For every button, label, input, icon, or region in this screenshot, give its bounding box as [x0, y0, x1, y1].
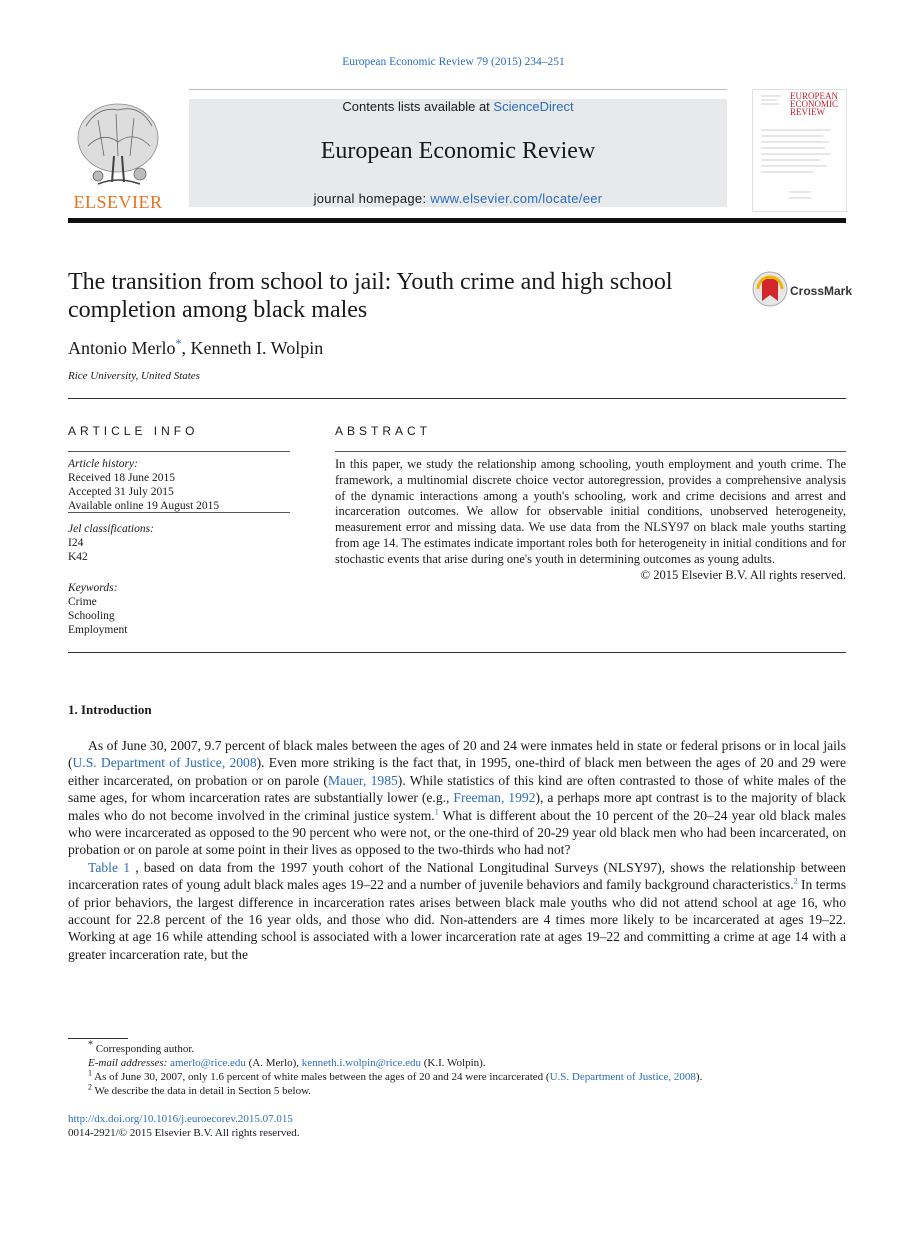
divider — [68, 652, 846, 653]
author-separator: , — [181, 338, 191, 358]
contents-available-line — [189, 99, 727, 114]
homepage-prefix: journal homepage: — [313, 191, 431, 206]
accepted-date: Accepted 31 July 2015 — [68, 486, 174, 498]
author-wolpin: Kenneth I. Wolpin — [190, 338, 324, 358]
text-run: What is different about the 10 percent of the 20–24 year old black males who were incarcerated as opposed to the 90 percent who were not, or the one-third of 20-29 year old black men who had been incarcerated, on probation or on parole at some point in their lives as opposed to the two-thirds who had not? — [68, 807, 847, 858]
email-link-merlo[interactable]: amerlo@rice.edu — [170, 1057, 246, 1069]
keyword: Crime — [68, 596, 97, 608]
jel-code: K42 — [68, 551, 88, 563]
text-run: As of June 30, 2007, only 1.6 percent of white males between the ages of 20 and 24 were incarcerated ( — [92, 1071, 550, 1083]
citation-link[interactable]: Mauer, 1985 — [327, 772, 398, 788]
text-run: ). — [695, 1071, 703, 1083]
online-date: Available online 19 August 2015 — [68, 500, 220, 512]
email-label: E-mail addresses: — [88, 1057, 171, 1069]
crossmark-label[interactable]: CrossMark — [790, 284, 853, 298]
sciencedirect-link[interactable]: ScienceDirect — [493, 99, 574, 114]
title-line: completion among black males — [68, 297, 368, 323]
cover-title-line: ECONOMIC — [790, 99, 839, 109]
jel-label: Jel classifications: — [68, 523, 154, 535]
article-title — [68, 268, 738, 324]
footnote-ref[interactable]: 2 — [793, 876, 798, 886]
jel-code: I24 — [68, 537, 84, 549]
cover-title — [790, 92, 846, 116]
author-list — [68, 338, 323, 359]
contents-prefix: Contents lists available at — [342, 99, 494, 114]
jel-classifications — [68, 522, 290, 564]
abstract-heading: ABSTRACT — [335, 424, 432, 438]
email-link-wolpin[interactable]: kenneth.i.wolpin@rice.edu — [301, 1057, 421, 1069]
doi-block — [68, 1112, 300, 1140]
divider — [335, 451, 846, 452]
footnote-mark: 1 — [88, 1068, 92, 1078]
keywords-label: Keywords: — [68, 582, 118, 594]
crossmark-icon[interactable] — [752, 271, 788, 307]
section-heading-introduction: 1. Introduction — [68, 702, 152, 717]
header-thick-rule — [68, 218, 846, 223]
journal-homepage-line — [189, 191, 727, 206]
footnote-ref[interactable]: 1 — [434, 807, 439, 817]
author-merlo: Antonio Merlo — [68, 338, 176, 358]
elsevier-wordmark: ELSEVIER — [73, 192, 163, 212]
footnote-1 — [68, 1070, 846, 1084]
footnote-rule — [68, 1038, 128, 1039]
text-run: (K.I. Wolpin). — [420, 1057, 486, 1069]
header-top-rule — [189, 89, 727, 90]
citation-link[interactable]: U.S. Department of Justice, 2008 — [549, 1071, 696, 1083]
article-info-heading: ARTICLE INFO — [68, 424, 199, 438]
introduction-body — [68, 737, 846, 963]
divider — [68, 512, 290, 513]
text-run: ), a perhaps more apt contrast is to the majority of black males who do not become involved in the criminal justice system. — [68, 790, 846, 823]
corresponding-author-mark[interactable]: * — [175, 336, 182, 350]
footnote-emails — [68, 1056, 846, 1070]
footnote-2 — [68, 1084, 846, 1098]
text-run: ). While statistics of this kind are often contrasted to those of white males of the same ages, for whom incarceration rates are substantially lower (e.g., — [68, 772, 846, 806]
cover-title-line: EUROPEAN — [790, 91, 839, 101]
doi-link[interactable]: http://dx.doi.org/10.1016/j.euroecorev.2015.07.015 — [68, 1113, 293, 1125]
article-history — [68, 457, 290, 513]
footnote-mark: 2 — [88, 1082, 92, 1092]
text-run: (A. Merlo), — [245, 1057, 302, 1069]
citation-link[interactable]: Freeman, 1992 — [453, 790, 536, 806]
journal-homepage-link[interactable]: www.elsevier.com/locate/eer — [430, 191, 603, 206]
cover-title-line: REVIEW — [790, 107, 825, 117]
citation-link[interactable]: U.S. Department of Justice, 2008 — [72, 755, 257, 771]
footnotes — [68, 1039, 846, 1098]
keyword: Employment — [68, 624, 128, 636]
title-line: The transition from school to jail: Youth crime and high school — [68, 269, 673, 295]
keyword: Schooling — [68, 610, 115, 622]
paragraph — [68, 859, 846, 963]
keywords — [68, 581, 290, 637]
text-run: In terms of prior behaviors, the largest difference in incarceration rates arises between black male youths who did not attend school at age 16, who account for 22.8 percent of the 16 year olds, and those who did. Non-attenders are 4 times more likely to be incarcerated at ages 19–22. Working at age 16 while attending school is associated with a lower incarceration rate at ages 19–22 and committing a crime at age 14 with a greater incarceration rate, but the — [68, 877, 846, 962]
footnote-corresponding — [68, 1039, 846, 1056]
footnote-mark: * — [88, 1039, 93, 1051]
text-run: , based on data from the 1997 youth cohort of the National Longitudinal Surveys (NLSY97), shows the relationship between incarceration rates of young adult black males ages 19–22 and a number of juvenile behaviors and family background characteristics. — [68, 859, 846, 893]
journal-name: European Economic Review — [320, 138, 596, 164]
affiliation: Rice University, United States — [68, 370, 200, 382]
text-run: As of June 30, 2007, 9.7 percent of black males between the ages of 20 and 24 were inmates held in state or federal prisons or in local jails ( — [68, 738, 846, 771]
divider — [68, 398, 846, 399]
text-run: We describe the data in detail in Section 5 below. — [92, 1085, 312, 1097]
abstract-body — [335, 457, 846, 583]
text-run: ). Even more striking is the fact that, in 1995, one-third of black men between the ages of 20 and 29 were either incarcerated, on probation or on parole ( — [68, 755, 847, 788]
paragraph — [68, 737, 846, 859]
table-link[interactable]: Table 1 — [88, 859, 131, 875]
divider — [68, 451, 290, 452]
journal-citation-link[interactable]: European Economic Review 79 (2015) 234–251 — [342, 56, 565, 68]
issn-copyright: 0014-2921/© 2015 Elsevier B.V. All rights reserved. — [68, 1127, 300, 1139]
received-date: Received 18 June 2015 — [68, 472, 175, 484]
abstract-copyright: © 2015 Elsevier B.V. All rights reserved. — [640, 567, 846, 582]
history-label: Article history: — [68, 458, 138, 470]
abstract-paragraph: In this paper, we study the relationship among schooling, youth employment and youth crime. The framework, a multinomial discrete choice vector autoregression, provides a comprehensive analysis of the dynamic interactions among a youth's schooling, work and crime decisions and arrest and incarceration outcomes. We allow for observable initial conditions, unobserved heterogeneity, measurement error and missing data. We use data from the NLSY97 on black male youths starting from age 14. The estimates indicate important roles both for heterogeneity in initial conditions and for stochastic events that arise during one's youth in determining outcomes as young adults. — [335, 457, 846, 566]
text-run: Corresponding author. — [93, 1043, 195, 1055]
